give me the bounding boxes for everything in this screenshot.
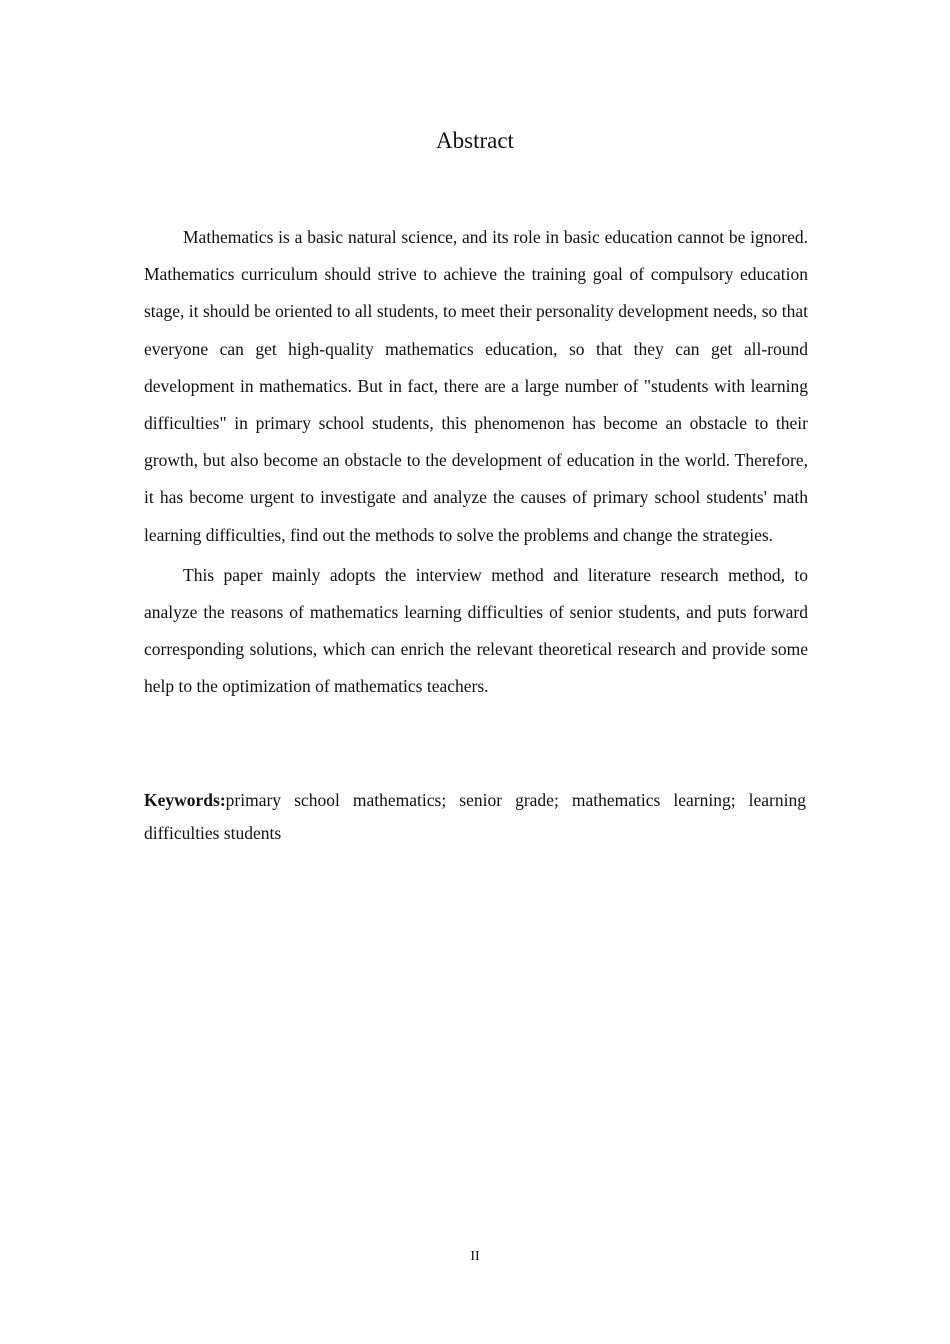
- page-number: II: [470, 1249, 480, 1264]
- keywords-label: Keywords:: [144, 790, 226, 810]
- abstract-paragraph-2: This paper mainly adopts the interview method and literature research method, to analyze the reasons of mathematics learning difficulties of senior students, and puts forward corresponding solutions, which can enrich the relevant theoretical research and provide some help to the optimization of mathematics teachers.: [144, 564, 808, 697]
- abstract-title: Abstract: [436, 128, 514, 153]
- abstract-body: [144, 219, 808, 709]
- keywords-line: [144, 784, 806, 850]
- abstract-paragraph-1: Mathematics is a basic natural science, and its role in basic education cannot be ignored. Mathematics curriculum should strive to achieve the training goal of compulsory education stage, it should be oriented to all students, to meet their personality development needs, so that everyone can get high-quality mathematics education, so that they can get all-round development in mathematics. But in fact, there are a large number of "students with learning difficulties" in primary school students, this phenomenon has become an obstacle to their growth, but also become an obstacle to the development of education in the world. Therefore, it has become urgent to investigate and analyze the causes of primary school students' math learning difficulties, find out the methods to solve the problems and change the strategies.: [144, 227, 808, 545]
- keywords-text: primary school mathematics; senior grade; mathematics learning; learning difficulties students: [144, 790, 806, 843]
